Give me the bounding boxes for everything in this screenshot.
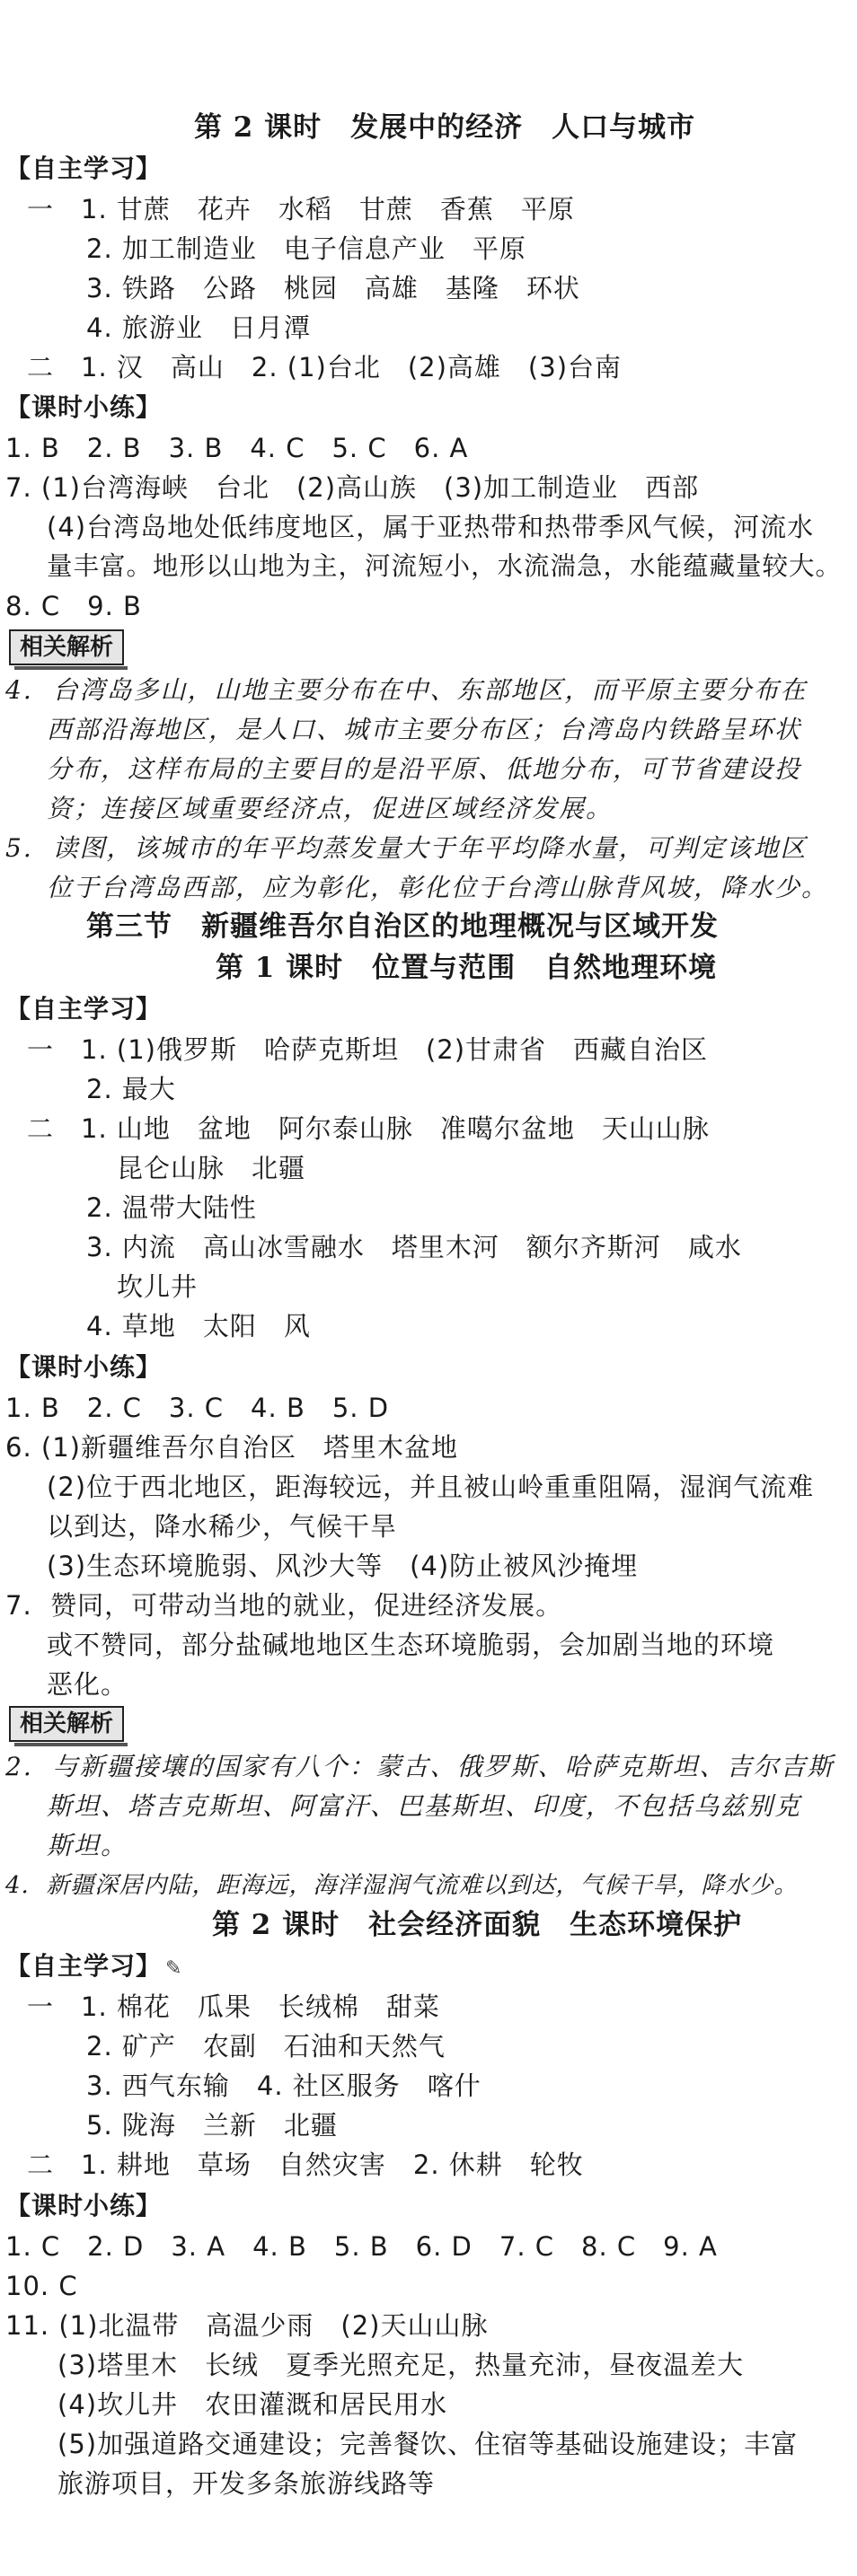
analysis-line: 2. 与新疆接壤的国家有八个：蒙古、俄罗斯、哈萨克斯坦、吉尔吉斯 [5,1752,835,1781]
answer-line: 4. 旅游业 日月潭 [86,312,311,343]
answer-line: 1. C 2. D 3. A 4. B 5. B 6. D 7. C 8. C 9. A [5,2231,718,2262]
section-title: 第三节 新疆维吾尔自治区的地理概况与区域开发 [86,910,719,943]
answer-line: (4)台湾岛地处低纬度地区，属于亚热带和热带季风气候，河流水 [47,512,815,542]
section-heading-label: 【自主学习】 [5,1951,163,1981]
section-heading-self-study: 【自主学习】 [5,994,163,1024]
answer-line: 以到达，降水稀少，气候干旱 [47,1511,398,1542]
answer-line: 1. B 2. C 3. C 4. B 5. D [5,1393,390,1423]
analysis-line: 5. 读图，该城市的年平均蒸发量大于年平均降水量，可判定该地区 [5,833,808,863]
answer-line: 二 1. 耕地 草场 自然灾害 2. 休耕 轮牧 [27,2150,584,2180]
answer-line: 3. 内流 高山冰雪融水 塔里木河 额尔齐斯河 咸水 [86,1232,742,1262]
section-heading-practice: 【课时小练】 [5,392,163,422]
analysis-line: 4. 台湾岛多山，山地主要分布在中、东部地区，而平原主要分布在 [5,675,808,705]
answer-line: 或不赞同，部分盐碱地地区生态环境脆弱，会加剧当地的环境 [47,1630,775,1660]
answer-line: 恶化。 [47,1669,128,1700]
answer-line: 5. 陇海 兰新 北疆 [86,2110,338,2141]
analysis-tag: 相关解析 [9,629,124,665]
answer-line: 11. (1)北温带 高温少雨 (2)天山山脉 [5,2310,489,2341]
answer-line: 3. 西气东输 4. 社区服务 喀什 [86,2070,482,2101]
lesson-title: 第 2 课时 社会经济面貌 生态环境保护 [212,1909,743,1941]
answer-line: 一 1. 甘蔗 花卉 水稻 甘蔗 香蕉 平原 [27,194,575,224]
answer-line: 2. 矿产 农副 石油和天然气 [86,2031,446,2062]
analysis-line: 分布，这样布局的主要目的是沿平原、低地分布，可节省建设投 [47,754,802,784]
answer-line: 3. 铁路 公路 桃园 高雄 基隆 环状 [86,273,580,303]
lesson-title: 第 1 课时 位置与范围 自然地理环境 [216,952,718,984]
answer-line: 二 1. 山地 盆地 阿尔泰山脉 准噶尔盆地 天山山脉 [27,1113,710,1144]
answer-line: 量丰富。地形以山地为主，河流短小，水流湍急，水能蕴藏量较大。 [47,551,843,581]
answer-line: 6. (1)新疆维吾尔自治区 塔里木盆地 [5,1432,458,1463]
lesson-title: 第 2 课时 发展中的经济 人口与城市 [194,111,696,144]
analysis-line: 西部沿海地区，是人口、城市主要分布区；台湾岛内铁路呈环状 [47,715,802,744]
answer-line: 10. C [5,2271,78,2301]
answer-line: 一 1. (1)俄罗斯 哈萨克斯坦 (2)甘肃省 西藏自治区 [27,1034,709,1065]
section-heading-practice: 【课时小练】 [5,2191,163,2220]
answer-line: 昆仑山脉 北疆 [117,1153,306,1183]
answer-line: 坎儿井 [117,1271,199,1302]
answer-line: 2. 温带大陆性 [86,1192,257,1223]
analysis-line: 斯坦、塔吉克斯坦、阿富汗、巴基斯坦、印度，不包括乌兹别克 [47,1791,802,1821]
answer-line: (4)坎儿井 农田灌溉和居民用水 [57,2389,448,2420]
answer-line: 一 1. 棉花 瓜果 长绒棉 甜菜 [27,1991,440,2022]
answer-line: 二 1. 汉 高山 2. (1)台北 (2)高雄 (3)台南 [27,352,623,382]
analysis-line: 资；连接区域重要经济点，促进区域经济发展。 [47,794,614,823]
analysis-tag: 相关解析 [9,1706,124,1742]
answer-line: (2)位于西北地区，距海较远，并且被山岭重重阻隔，湿润气流难 [47,1472,815,1502]
section-heading-practice: 【课时小练】 [5,1352,163,1382]
answer-line: 7. 赞同，可带动当地的就业，促进经济发展。 [5,1590,563,1621]
answer-line: 2. 加工制造业 电子信息产业 平原 [86,233,526,264]
analysis-line: 斯坦。 [47,1831,128,1860]
answer-line: 8. C 9. B [5,591,142,621]
section-heading-self-study: 【自主学习】 [5,154,163,183]
pencil-icon: ✎ [165,1957,183,1980]
answer-line: (5)加强道路交通建设；完善餐饮、住宿等基础设施建设；丰富 [57,2429,799,2459]
answer-line: 4. 草地 太阳 风 [86,1311,311,1341]
answer-line: (3)生态环境脆弱、风沙大等 (4)防止被风沙掩埋 [47,1551,639,1581]
answer-line: 7. (1)台湾海峡 台北 (2)高山族 (3)加工制造业 西部 [5,472,700,503]
analysis-line: 位于台湾岛西部，应为彰化，彰化位于台湾山脉背风坡，降水少。 [47,873,829,902]
section-heading-self-study [5,1948,182,1987]
answer-line: 1. B 2. B 3. B 4. C 5. C 6. A [5,433,469,463]
answer-line: (3)塔里木 长绒 夏季光照充足，热量充沛，昼夜温差大 [57,2350,745,2380]
analysis-line: 4. 新疆深居内陆，距海远，海洋湿润气流难以到达，气候干旱，降水少。 [5,1872,799,1899]
answer-line: 旅游项目，开发多条旅游线路等 [57,2468,436,2499]
answer-line: 2. 最大 [86,1074,176,1104]
